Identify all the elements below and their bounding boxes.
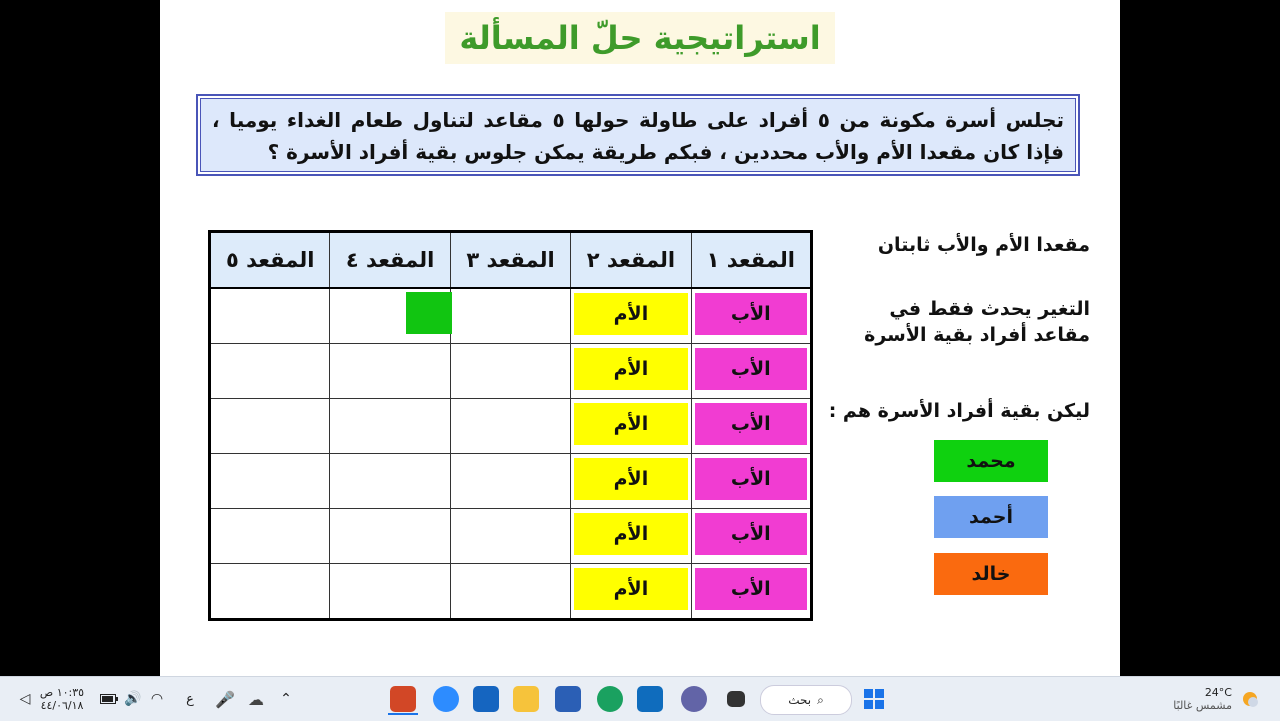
table-cell	[571, 509, 691, 564]
table-cell	[330, 344, 450, 399]
table-row	[210, 564, 812, 620]
table-cell	[691, 564, 811, 620]
store-icon[interactable]	[636, 685, 664, 713]
weather-widget[interactable]	[1172, 683, 1232, 715]
cloud-icon[interactable]: ☁	[248, 689, 264, 709]
header-seat-3: المقعد ٣	[450, 232, 570, 289]
clock-time: ١٠:٣٥ ص	[39, 686, 85, 699]
mother-chip: الأم	[574, 513, 687, 555]
table-cell	[450, 509, 570, 564]
problem-statement: تجلس أسرة مكونة من ٥ أفراد على طاولة حولها ٥ مقاعد لتناول طعام الغداء يوميا ، فإذا كان مقعدا الأم والأب محددين ، فبكم طريقة يمكن جلوس بقية أفراد الأسرة ؟	[212, 108, 1065, 164]
table-row	[210, 344, 812, 399]
table-row	[210, 454, 812, 509]
father-chip: الأب	[695, 293, 807, 335]
slide-title-box	[445, 12, 835, 64]
table-cell	[691, 344, 811, 399]
edge-icon[interactable]	[596, 685, 624, 713]
green-drag-marker[interactable]	[406, 292, 452, 334]
seating-table	[208, 230, 813, 621]
table-cell	[450, 399, 570, 454]
language-indicator[interactable]: ع	[186, 691, 194, 707]
word-icon[interactable]	[554, 685, 582, 713]
candidate-ahmed[interactable]: أحمد	[934, 496, 1048, 538]
table-cell	[571, 564, 691, 620]
search-label: بحث	[788, 693, 812, 707]
weather-temp: 24°C	[1204, 686, 1232, 699]
slide-title: استراتيجية حلّ المسألة	[459, 19, 821, 57]
header-seat-1: المقعد ١	[691, 232, 811, 289]
weather-icon[interactable]	[1236, 685, 1264, 713]
father-chip: الأب	[695, 403, 807, 445]
file-explorer-icon[interactable]	[512, 685, 540, 713]
table-cell	[691, 288, 811, 344]
table-header-row	[210, 232, 812, 289]
father-chip: الأب	[695, 458, 807, 500]
table-cell	[450, 454, 570, 509]
table-cell	[210, 288, 330, 344]
wifi-icon[interactable]: ◠	[150, 691, 164, 707]
table-cell	[210, 344, 330, 399]
table-row	[210, 399, 812, 454]
whiteboard-icon[interactable]	[472, 685, 500, 713]
mother-chip: الأم	[574, 403, 687, 445]
start-icon[interactable]	[860, 685, 888, 713]
search-box[interactable]	[760, 685, 852, 715]
father-chip: الأب	[695, 568, 807, 610]
table-cell	[691, 509, 811, 564]
mother-chip: الأم	[574, 458, 687, 500]
table-cell	[450, 288, 570, 344]
table-row	[210, 288, 812, 344]
mother-chip: الأم	[574, 568, 687, 610]
mother-chip: الأم	[574, 293, 687, 335]
table-cell	[691, 454, 811, 509]
volume-icon[interactable]: 🔊	[124, 691, 142, 707]
chevron-up-icon[interactable]: ⌃	[280, 691, 292, 707]
zoom-icon[interactable]	[432, 685, 460, 713]
table-cell	[571, 344, 691, 399]
table-cell	[330, 399, 450, 454]
problem-statement-box	[196, 94, 1080, 176]
table-cell	[571, 288, 691, 344]
table-cell	[330, 509, 450, 564]
note-change-seats: التغير يحدث فقط في مقاعد أفراد بقية الأسرة	[864, 298, 1090, 346]
teams-icon[interactable]	[680, 685, 708, 713]
battery-icon[interactable]	[98, 685, 120, 713]
table-cell	[691, 399, 811, 454]
mother-chip: الأم	[574, 348, 687, 390]
father-chip: الأب	[695, 513, 807, 555]
table-cell	[210, 509, 330, 564]
candidate-khaled[interactable]: خالد	[934, 553, 1048, 595]
search-icon: ⌕	[817, 692, 824, 707]
table-cell	[330, 564, 450, 620]
header-seat-2: المقعد ٢	[571, 232, 691, 289]
header-seat-4: المقعد ٤	[330, 232, 450, 289]
taskbar	[0, 676, 1280, 721]
table-cell	[571, 399, 691, 454]
note-fixed-seats: مقعدا الأم والأب ثابتان	[877, 234, 1090, 256]
microphone-icon[interactable]: 🎤	[215, 689, 235, 709]
father-chip: الأب	[695, 348, 807, 390]
table-cell	[210, 399, 330, 454]
clock[interactable]	[34, 683, 90, 715]
table-cell	[330, 454, 450, 509]
table-cell	[210, 564, 330, 620]
table-row	[210, 509, 812, 564]
clock-date: ٤٤/٠٦/١٨	[40, 699, 84, 712]
note-rest-members: ليكن بقية أفراد الأسرة هم :	[828, 400, 1090, 422]
weather-desc: مشمس غالبًا	[1173, 699, 1232, 712]
candidate-mohammed[interactable]: محمد	[934, 440, 1048, 482]
table-cell	[571, 454, 691, 509]
notification-icon[interactable]: ◁	[19, 691, 31, 707]
table-cell	[210, 454, 330, 509]
header-seat-5: المقعد ٥	[210, 232, 330, 289]
screenshot-icon[interactable]	[722, 685, 750, 713]
table-cell	[450, 344, 570, 399]
table-cell	[450, 564, 570, 620]
powerpoint-icon[interactable]	[388, 685, 418, 715]
